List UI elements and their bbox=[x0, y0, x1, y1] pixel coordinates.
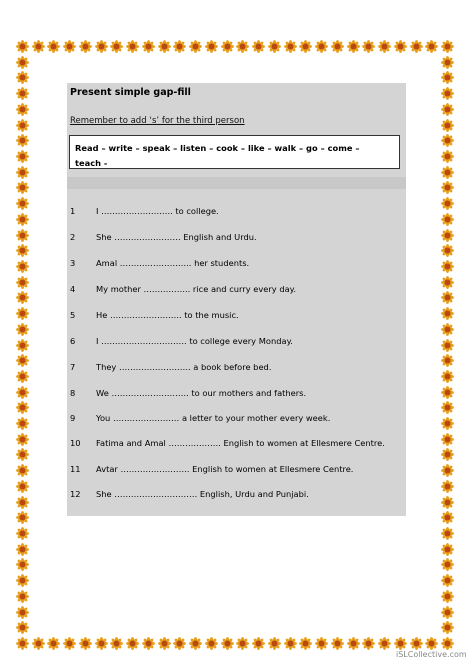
sunflower-icon bbox=[63, 635, 76, 648]
sunflower-icon bbox=[47, 38, 60, 51]
sunflower-icon bbox=[16, 525, 29, 538]
sunflower-icon bbox=[16, 164, 29, 177]
sunflower-icon bbox=[441, 509, 454, 522]
sunflower-icon bbox=[441, 69, 454, 82]
sunflower-icon bbox=[16, 101, 29, 114]
question-row: 8 We ………………………. to our mothers and fathers. bbox=[70, 388, 307, 398]
sunflower-icon bbox=[252, 635, 265, 648]
sunflower-icon bbox=[441, 478, 454, 491]
sunflower-icon bbox=[221, 635, 234, 648]
sunflower-icon bbox=[441, 274, 454, 287]
sunflower-icon bbox=[378, 38, 391, 51]
sunflower-icon bbox=[268, 38, 281, 51]
sunflower-icon bbox=[63, 38, 76, 51]
sunflower-icon bbox=[441, 132, 454, 145]
sunflower-icon bbox=[441, 148, 454, 161]
question-row: 5 He …………………….. to the music. bbox=[70, 310, 239, 320]
sunflower-icon bbox=[158, 635, 171, 648]
sunflower-icon bbox=[441, 399, 454, 412]
sunflower-icon bbox=[315, 38, 328, 51]
sunflower-icon bbox=[126, 635, 139, 648]
question-row: 1 I …………………….. to college. bbox=[70, 206, 219, 216]
sunflower-icon bbox=[16, 69, 29, 82]
sunflower-icon bbox=[16, 242, 29, 255]
sunflower-icon bbox=[441, 525, 454, 538]
sunflower-icon bbox=[299, 38, 312, 51]
sunflower-icon bbox=[16, 148, 29, 161]
question-row: 12 She ………………………… English, Urdu and Punjabi. bbox=[70, 489, 309, 499]
sunflower-icon bbox=[441, 431, 454, 444]
sunflower-icon bbox=[47, 635, 60, 648]
sunflower-icon bbox=[110, 635, 123, 648]
question-row: 9 You …………………… a letter to your mother every week. bbox=[70, 413, 331, 423]
sunflower-icon bbox=[16, 258, 29, 271]
sunflower-icon bbox=[441, 101, 454, 114]
sunflower-icon bbox=[410, 635, 423, 648]
sunflower-icon bbox=[221, 38, 234, 51]
sunflower-icon bbox=[441, 556, 454, 569]
sunflower-icon bbox=[16, 494, 29, 507]
sunflower-icon bbox=[16, 635, 29, 648]
sunflower-icon bbox=[236, 38, 249, 51]
question-row: 7 They …………………….. a book before bed. bbox=[70, 362, 272, 372]
sunflower-icon bbox=[441, 179, 454, 192]
sunflower-icon bbox=[236, 635, 249, 648]
sunflower-icon bbox=[284, 635, 297, 648]
sunflower-icon bbox=[441, 384, 454, 397]
sunflower-icon bbox=[252, 38, 265, 51]
sunflower-icon bbox=[16, 446, 29, 459]
footer-watermark: iSLCollective.com bbox=[396, 650, 467, 659]
reminder-text: Remember to add ‘s’ for the third person bbox=[70, 116, 245, 126]
sunflower-icon bbox=[16, 619, 29, 632]
question-row: 6 I …………………………. to college every Monday. bbox=[70, 336, 293, 346]
sunflower-icon bbox=[331, 38, 344, 51]
sunflower-icon bbox=[32, 38, 45, 51]
sunflower-icon bbox=[362, 38, 375, 51]
sunflower-icon bbox=[441, 289, 454, 302]
sunflower-icon bbox=[16, 337, 29, 350]
sunflower-icon bbox=[441, 164, 454, 177]
sunflower-icon bbox=[441, 227, 454, 240]
sunflower-icon bbox=[315, 635, 328, 648]
sunflower-icon bbox=[16, 572, 29, 585]
sunflower-icon bbox=[16, 321, 29, 334]
sunflower-icon bbox=[16, 195, 29, 208]
sunflower-icon bbox=[16, 117, 29, 130]
sunflower-icon bbox=[16, 227, 29, 240]
sunflower-icon bbox=[95, 38, 108, 51]
sunflower-icon bbox=[205, 635, 218, 648]
sunflower-icon bbox=[79, 38, 92, 51]
sunflower-icon bbox=[16, 462, 29, 475]
sunflower-icon bbox=[16, 38, 29, 51]
sunflower-icon bbox=[16, 604, 29, 617]
sunflower-icon bbox=[441, 446, 454, 459]
sunflower-icon bbox=[16, 431, 29, 444]
sunflower-icon bbox=[425, 38, 438, 51]
question-row: 4 My mother …………….. rice and curry every day. bbox=[70, 284, 297, 294]
sunflower-icon bbox=[16, 179, 29, 192]
sunflower-icon bbox=[362, 635, 375, 648]
sunflower-icon bbox=[441, 415, 454, 428]
sunflower-icon bbox=[441, 494, 454, 507]
question-row: 3 Amal …………………….. her students. bbox=[70, 258, 250, 268]
sunflower-icon bbox=[441, 305, 454, 318]
sunflower-icon bbox=[441, 619, 454, 632]
sunflower-icon bbox=[205, 38, 218, 51]
sunflower-icon bbox=[441, 85, 454, 98]
sunflower-icon bbox=[16, 368, 29, 381]
sunflower-icon bbox=[441, 117, 454, 130]
sunflower-icon bbox=[158, 38, 171, 51]
sunflower-icon bbox=[441, 462, 454, 475]
sunflower-icon bbox=[441, 572, 454, 585]
word-bank-line-1: Read – write – speak – listen – cook – like – walk – go – come – bbox=[75, 143, 360, 153]
sunflower-icon bbox=[16, 478, 29, 491]
sunflower-icon bbox=[16, 211, 29, 224]
sunflower-icon bbox=[441, 54, 454, 67]
sunflower-icon bbox=[16, 415, 29, 428]
sunflower-icon bbox=[16, 132, 29, 145]
sunflower-icon bbox=[394, 38, 407, 51]
sunflower-icon bbox=[16, 384, 29, 397]
sunflower-icon bbox=[441, 588, 454, 601]
sunflower-icon bbox=[16, 289, 29, 302]
sunflower-icon bbox=[95, 635, 108, 648]
sunflower-icon bbox=[441, 368, 454, 381]
sunflower-icon bbox=[173, 38, 186, 51]
sunflower-icon bbox=[425, 635, 438, 648]
sunflower-icon bbox=[441, 321, 454, 334]
sunflower-icon bbox=[16, 556, 29, 569]
worksheet bbox=[67, 83, 406, 516]
question-row: 2 She …………………… English and Urdu. bbox=[70, 232, 257, 242]
sunflower-icon bbox=[441, 541, 454, 554]
sunflower-icon bbox=[173, 635, 186, 648]
word-bank bbox=[69, 135, 400, 169]
sunflower-icon bbox=[126, 38, 139, 51]
sunflower-icon bbox=[347, 38, 360, 51]
sunflower-icon bbox=[16, 54, 29, 67]
sunflower-icon bbox=[441, 38, 454, 51]
sunflower-icon bbox=[410, 38, 423, 51]
sunflower-icon bbox=[394, 635, 407, 648]
divider-band bbox=[67, 177, 406, 189]
sunflower-icon bbox=[16, 85, 29, 98]
sunflower-icon bbox=[16, 399, 29, 412]
sunflower-icon bbox=[284, 38, 297, 51]
sunflower-icon bbox=[441, 352, 454, 365]
sunflower-icon bbox=[16, 541, 29, 554]
sunflower-icon bbox=[16, 305, 29, 318]
sunflower-icon bbox=[16, 352, 29, 365]
sunflower-icon bbox=[441, 635, 454, 648]
sunflower-icon bbox=[299, 635, 312, 648]
sunflower-icon bbox=[441, 242, 454, 255]
sunflower-icon bbox=[16, 588, 29, 601]
worksheet-title: Present simple gap-fill bbox=[70, 87, 191, 98]
sunflower-icon bbox=[142, 38, 155, 51]
sunflower-icon bbox=[268, 635, 281, 648]
sunflower-icon bbox=[441, 195, 454, 208]
sunflower-icon bbox=[441, 604, 454, 617]
sunflower-icon bbox=[189, 38, 202, 51]
question-row: 10 Fatima and Amal ………………. English to women at Ellesmere Centre. bbox=[70, 438, 385, 448]
sunflower-icon bbox=[16, 274, 29, 287]
sunflower-icon bbox=[331, 635, 344, 648]
sunflower-icon bbox=[441, 337, 454, 350]
word-bank-line-2: teach - bbox=[75, 158, 108, 168]
sunflower-icon bbox=[142, 635, 155, 648]
sunflower-icon bbox=[79, 635, 92, 648]
sunflower-icon bbox=[189, 635, 202, 648]
sunflower-icon bbox=[16, 509, 29, 522]
sunflower-icon bbox=[441, 211, 454, 224]
sunflower-icon bbox=[378, 635, 391, 648]
sunflower-icon bbox=[110, 38, 123, 51]
sunflower-icon bbox=[347, 635, 360, 648]
sunflower-icon bbox=[441, 258, 454, 271]
sunflower-icon bbox=[32, 635, 45, 648]
question-row: 11 Avtar ……………………. English to women at Ellesmere Centre. bbox=[70, 464, 354, 474]
